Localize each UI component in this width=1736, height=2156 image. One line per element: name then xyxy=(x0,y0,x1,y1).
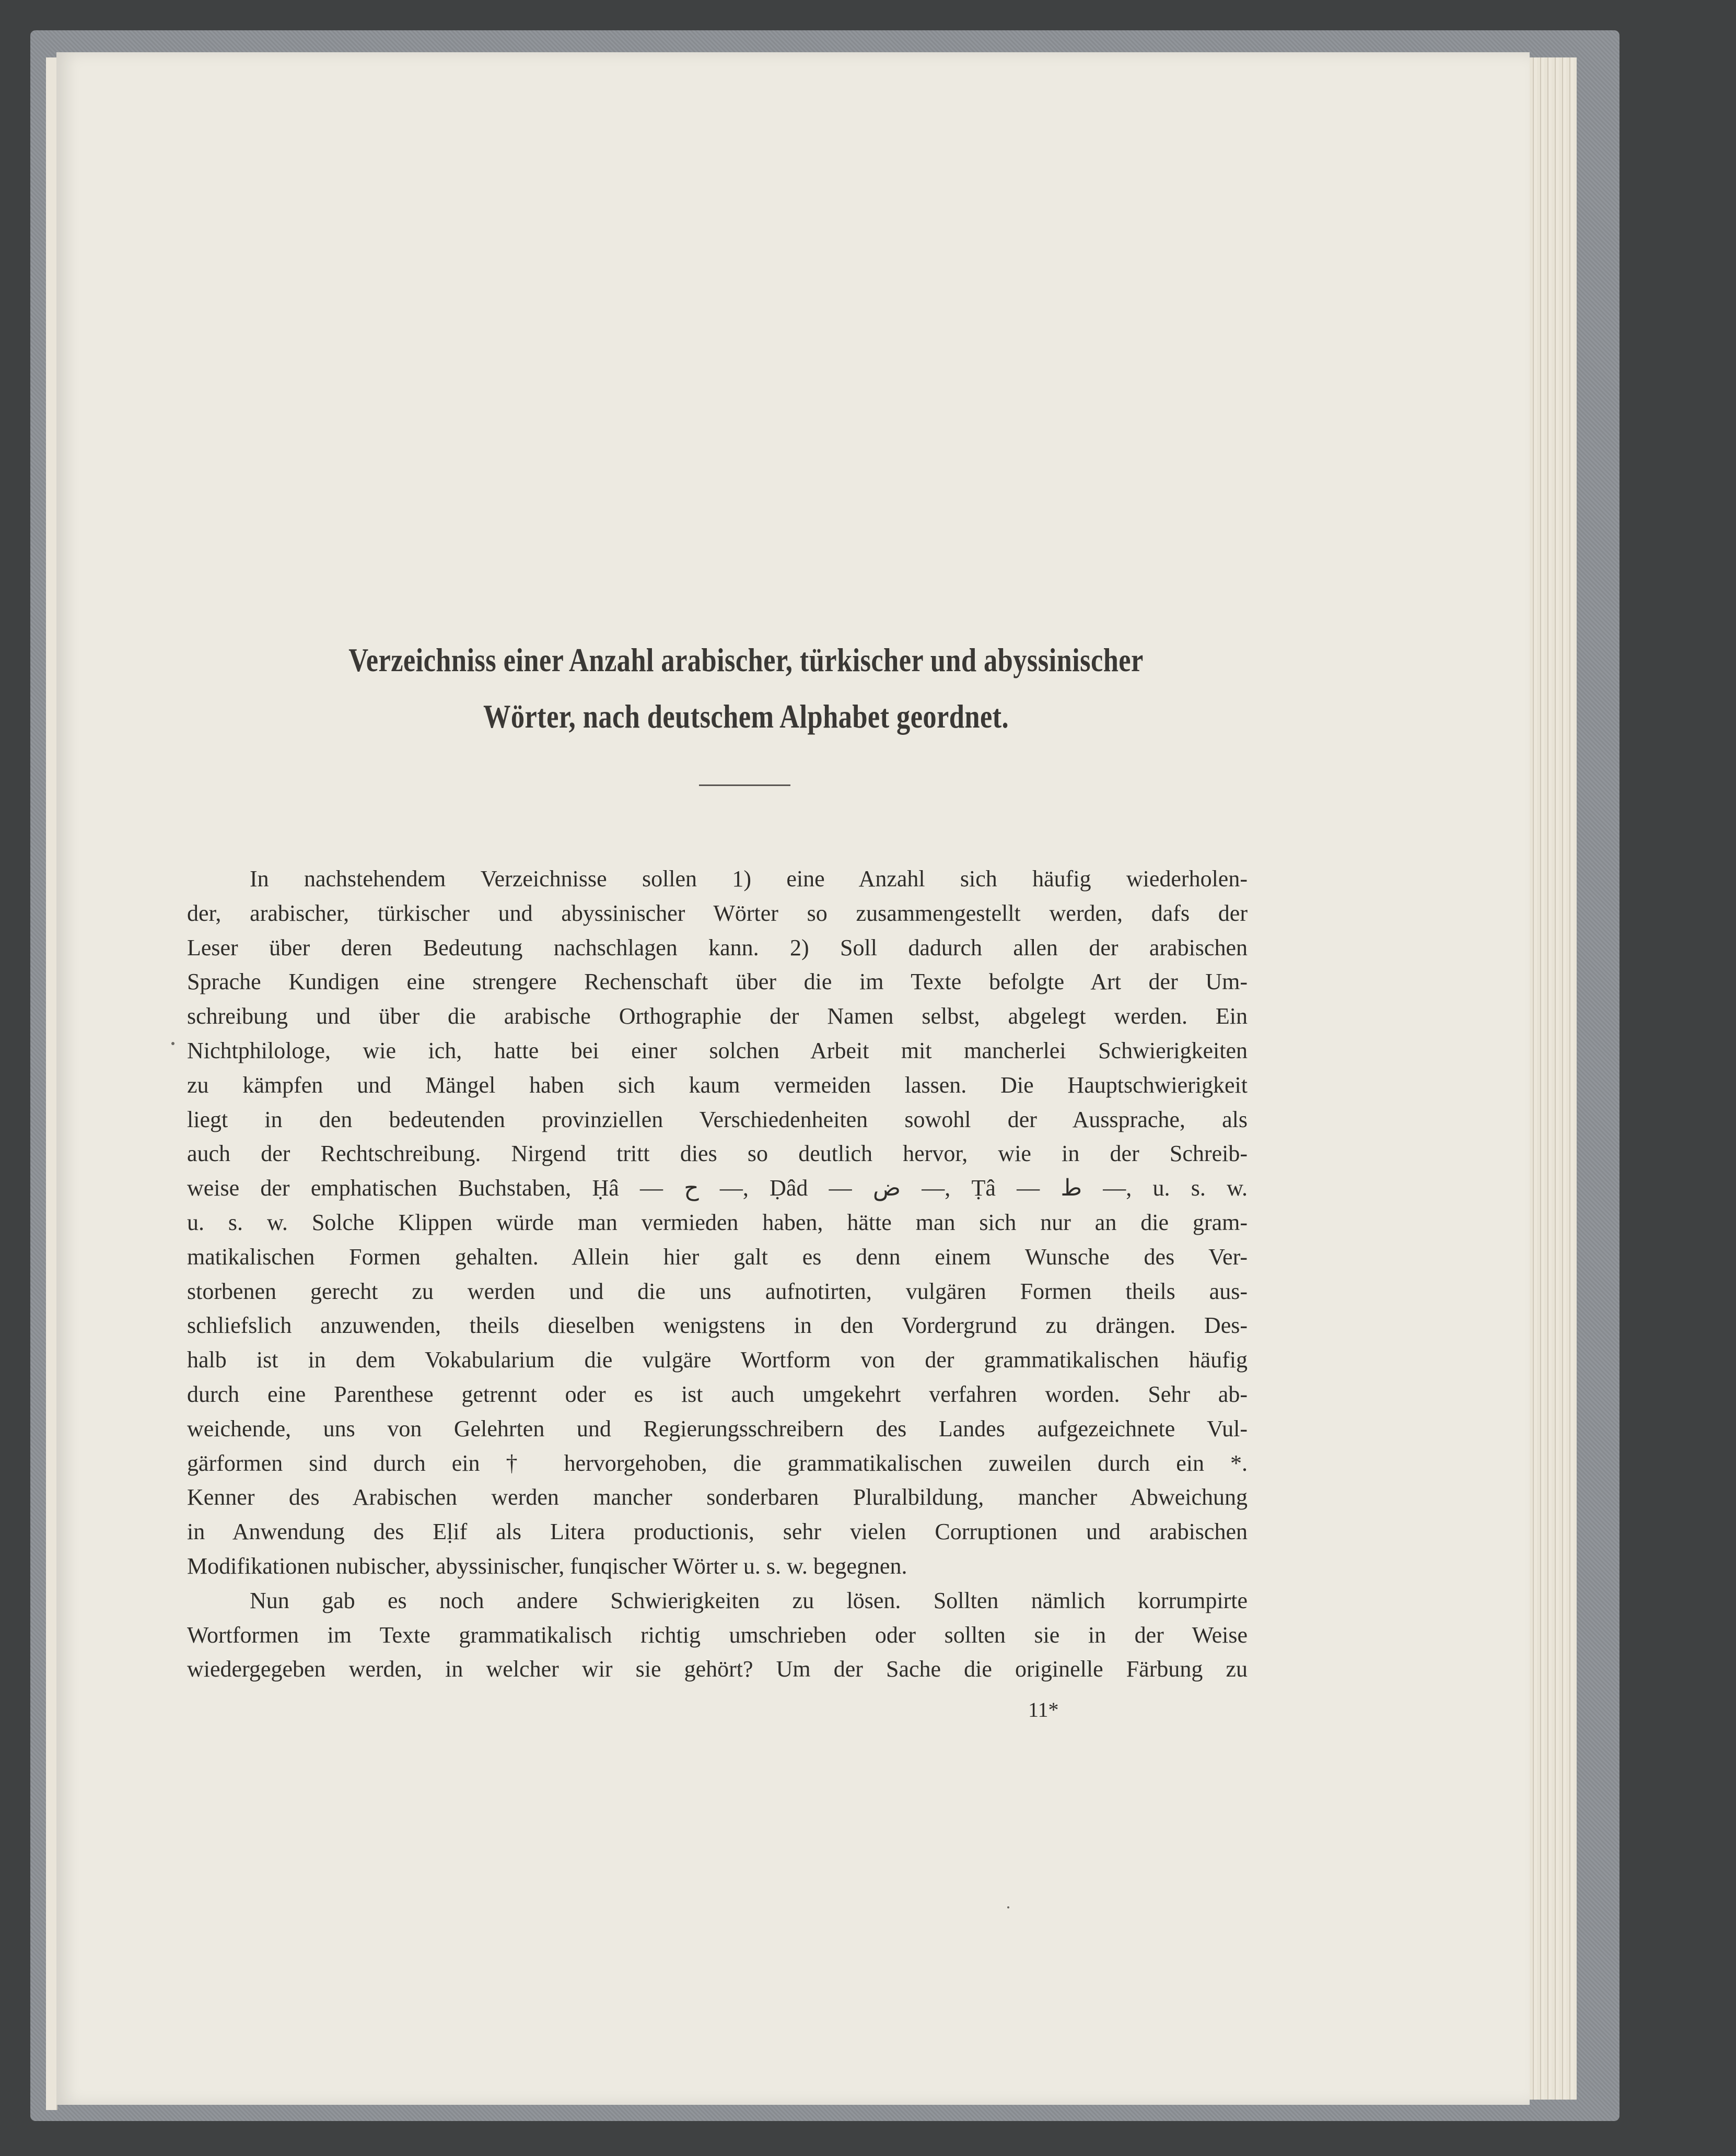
text-line: Modifikationen nubischer, abyssinischer, funqischer Wörter u. s. w. begegnen. xyxy=(187,1553,907,1579)
text-line: Nichtphilologe, wie ich, hatte bei einer solchen Arbeit mit mancherlei Schwierigkeiten xyxy=(187,1037,1248,1063)
paper-speck xyxy=(171,1042,174,1045)
text-line: schreibung und über die arabische Orthographie der Namen selbst, abgelegt werden. Ein xyxy=(187,1003,1248,1029)
text-line: matikalischen Formen gehalten. Allein hier galt es denn einem Wunsche des Ver- xyxy=(187,1244,1248,1270)
paper-speck xyxy=(1007,1906,1009,1908)
text-line: weise der emphatischen Buchstaben, Ḥâ — ح —, Ḍâd — ض —, Ṭâ — ط —, u. s. w. xyxy=(187,1175,1248,1201)
text-line: Sprache Kundigen eine strengere Rechenschaft über die im Texte befolgte Art der Um- xyxy=(187,969,1248,995)
text-line: gärformen sind durch ein † hervorgehoben, die grammatikalischen zuweilen durch ein *. xyxy=(187,1450,1248,1476)
title-line: Verzeichniss einer Anzahl arabischer, türkischer und abyssinischer xyxy=(348,641,1144,678)
text-line: der, arabischer, türkischer und abyssinischer Wörter so zusammengestellt werden, dafs der xyxy=(187,900,1248,926)
text-line: In nachstehendem Verzeichnisse sollen 1) eine Anzahl sich häufig wiederholen- xyxy=(250,866,1248,892)
text-line: auch der Rechtschreibung. Nirgend tritt dies so deutlich hervor, wie in der Schreib- xyxy=(187,1141,1248,1167)
text-line: schliefslich anzuwenden, theils dieselben wenigstens in den Vordergrund zu drängen. Des- xyxy=(187,1313,1248,1339)
text-line: durch eine Parenthese getrennt oder es ist auch umgekehrt verfahren worden. Sehr ab- xyxy=(187,1381,1248,1407)
text-line: in Anwendung des Eḷif als Litera productionis, sehr vielen Corruptionen und arabischen xyxy=(187,1519,1248,1545)
text-line: storbenen gerecht zu werden und die uns aufnotirten, vulgären Formen theils aus- xyxy=(187,1278,1248,1304)
text-line: Leser über deren Bedeutung nachschlagen kann. 2) Soll dadurch allen der arabischen xyxy=(187,934,1248,960)
paragraph-1 xyxy=(187,862,1248,1584)
text-line: zu kämpfen und Mängel haben sich kaum vermeiden lassen. Die Hauptschwierigkeit xyxy=(187,1072,1248,1098)
title-line: Wörter, nach deutschem Alphabet geordnet. xyxy=(483,698,1009,735)
text-line: Nun gab es noch andere Schwierigkeiten zu lösen. Sollten nämlich korrumpirte xyxy=(250,1587,1248,1613)
text-line: halb ist in dem Vokabularium die vulgäre Wortform von der grammatikalischen häufig xyxy=(187,1347,1248,1373)
page-title xyxy=(335,632,1157,745)
text-line: Kenner des Arabischen werden mancher sonderbaren Pluralbildung, mancher Abweichung xyxy=(187,1484,1248,1510)
left-page-edge xyxy=(46,57,57,2110)
text-line: Wortformen im Texte grammatikalisch richtig umschrieben oder sollten sie in der Weise xyxy=(187,1622,1248,1648)
body-text xyxy=(187,862,1248,1686)
text-line: weichende, uns von Gelehrten und Regierungsschreibern des Landes aufgezeichnete Vul- xyxy=(187,1415,1248,1442)
text-line: wiedergegeben werden, in welcher wir sie gehört? Um der Sache die originelle Färbung zu xyxy=(187,1656,1248,1682)
text-line: u. s. w. Solche Klippen würde man vermieden haben, hätte man sich nur an die gram- xyxy=(187,1209,1248,1235)
paragraph-2 xyxy=(187,1584,1248,1686)
title-divider xyxy=(699,784,790,786)
text-line: liegt in den bedeutenden provinziellen Verschiedenheiten sowohl der Aussprache, als xyxy=(187,1106,1248,1132)
page-number: 11* xyxy=(1028,1698,1059,1721)
